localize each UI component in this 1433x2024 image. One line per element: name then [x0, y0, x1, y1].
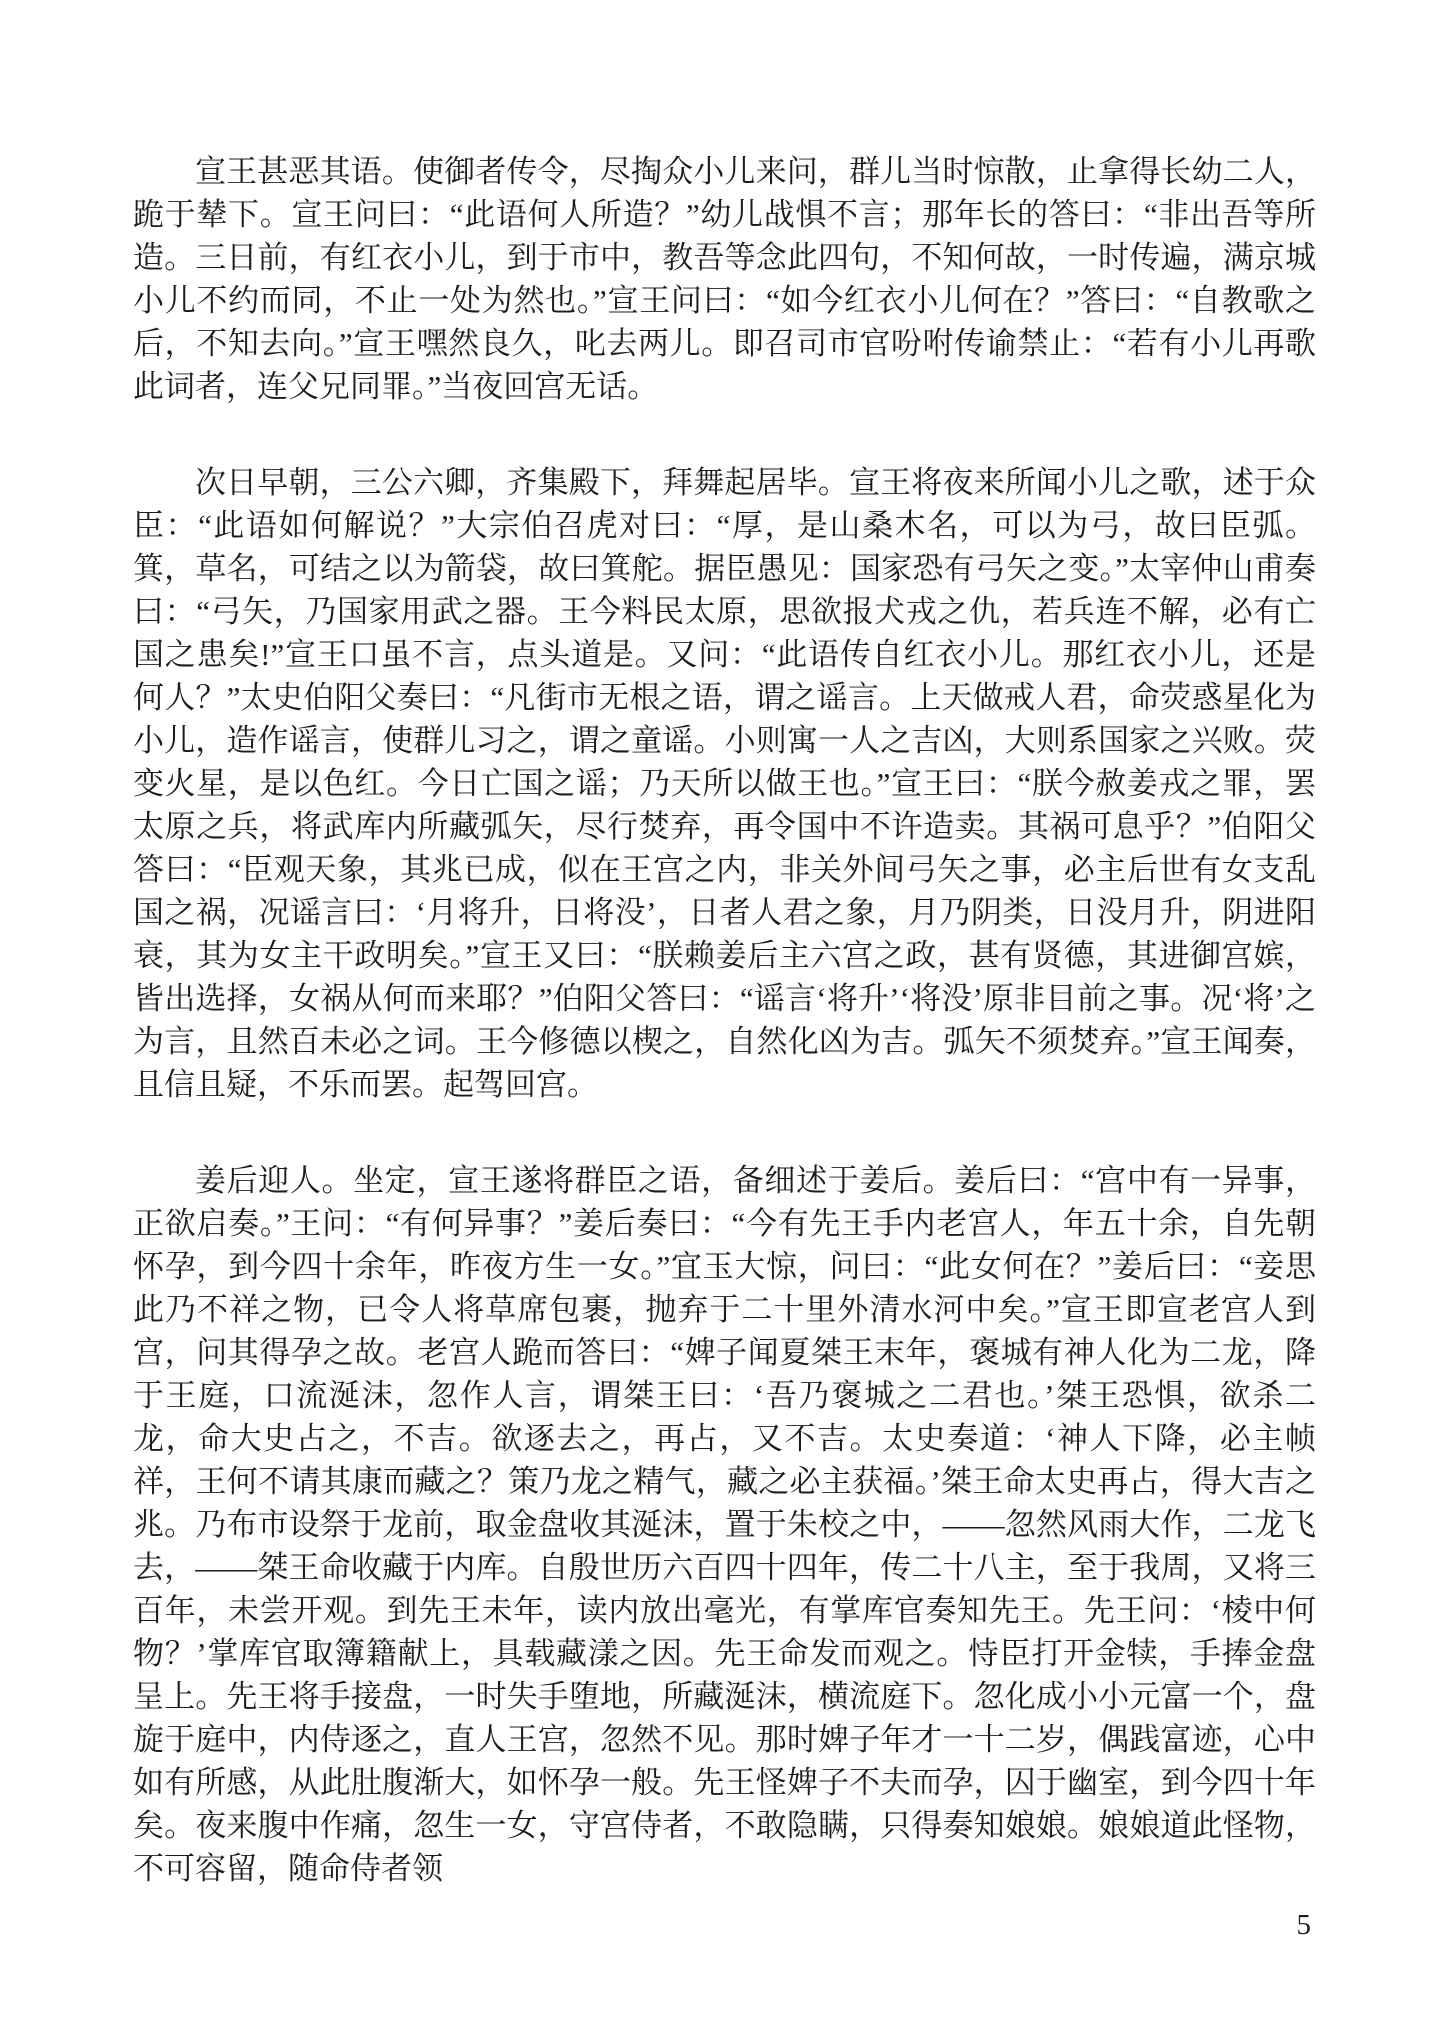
- paragraph-1: 宣王甚恶其语。使御者传令，尽掏众小儿来问，群儿当时惊散，止拿得长幼二人，跪于辇下。宣王问曰：“此语何人所造？”幼儿战惧不言；那年长的答曰：“非出吾等所造。三日前，有红衣小儿，到于市中，教吾等念此四句，不知何故，一时传遍，满京城小儿不约而同，不止一处为然也。”宣王问曰：“如今红衣小儿何在？”答曰：“自教歌之后，不知去向。”宣王嘿然良久，叱去两儿。即召司市官吩咐传谕禁止：“若有小儿再歌此词者，连父兄同罪。”当夜回宫无话。: [133, 154, 1316, 404]
- paragraph-2: 次日早朝，三公六卿，齐集殿下，拜舞起居毕。宣王将夜来所闻小儿之歌，述于众臣：“此语如何解说？”大宗伯召虎对曰：“厚，是山桑木名，可以为弓，故曰臣弧。箕，草名，可结之以为箭袋，故曰箕舵。据臣愚见：国家恐有弓矢之变。”太宰仲山甫奏曰：“弓矢，乃国家用武之器。王今料民太原，思欲报犬戎之仇，若兵连不解，必有亡国之患矣!”宣王口虽不言，点头道是。又问：“此语传自红衣小儿。那红衣小儿，还是何人？”太史伯阳父奏曰：“凡街市无根之语，谓之谣言。上天做戒人君，命荧惑星化为小儿，造作谣言，使群儿习之，谓之童谣。小则寓一人之吉凶，大则系国家之兴败。荧变火星，是以色红。今日亡国之谣；乃天所以做王也。”宣王曰：“朕今赦姜戎之罪，罢太原之兵，将武库内所藏弧矢，尽行焚弃，再令国中不许造卖。其祸可息乎？”伯阳父答曰：“臣观天象，其兆已成，似在王宫之内，非关外间弓矢之事，必主后世有女支乱国之祸，况谣言曰：‘月将升，日将没’，日者人君之象，月乃阴类，日没月升，阴进阳衰，其为女主干政明矣。”宣王又曰：“朕赖姜后主六宫之政，甚有贤德，其进御宫嫔，皆出选择，女祸从何而来耶？”伯阳父答曰：“谣言‘将升’‘将没’原非目前之事。况‘将’之为言，且然百未必之词。王今修德以楔之，自然化凶为吉。弧矢不须焚弃。”宣王闻奏，且信且疑，不乐而罢。起驾回宫。: [133, 465, 1316, 1102]
- page-text-block: [133, 150, 1316, 1943]
- page-number: 5: [1296, 1909, 1311, 1941]
- paragraph-3: 姜后迎人。坐定，宣王遂将群臣之语，备细述于姜后。姜后曰：“宫中有一异事，正欲启奏。”王问：“有何异事？”姜后奏曰：“今有先王手内老宫人，年五十余，自先朝怀孕，到今四十余年，昨夜方生一女。”宜玉大惊，问曰：“此女何在？”姜后曰：“妾思此乃不祥之物，已令人将草席包裹，抛弃于二十里外清水河中矣。”宣王即宣老宫人到宫，问其得孕之故。老宫人跪而答曰：“婢子闻夏桀王末年，褒城有神人化为二龙，降于王庭，口流涎沫，忽作人言，谓桀王曰：‘吾乃褒城之二君也。’桀王恐惧，欲杀二龙，命大史占之，不吉。欲逐去之，再占，又不吉。太史奏道：‘神人下降，必主帧祥，王何不请其康而藏之？策乃龙之精气，藏之必主获福。’桀王命太史再占，得大吉之兆。乃布市设祭于龙前，取金盘收其涎沫，置于朱校之中，——忽然风雨大作，二龙飞去，——桀王命收藏于内库。自殷世历六百四十四年，传二十八主，至于我周，又将三百年，未尝开观。到先王未年，读内放出毫光，有掌库官奏知先王。先王问：‘棱中何物？’掌库官取簿籍献上，具载藏漾之因。先王命发而观之。恃臣打开金犊，手捧金盘呈上。先王将手接盘，一时失手堕地，所藏涎沫，横流庭下。忽化成小小元富一个，盘旋于庭中，内侍逐之，直人王宫，忽然不见。那时婢子年才一十二岁，偶践富迹，心中如有所感，从此肚腹渐大，如怀孕一般。先王怪婢子不夫而孕，囚于幽室，到今四十年矣。夜来腹中作痛，忽生一女，守宫侍者，不敢隐瞒，只得奏知娘娘。娘娘道此怪物，不可容留，随命侍者领: [133, 1163, 1316, 1886]
